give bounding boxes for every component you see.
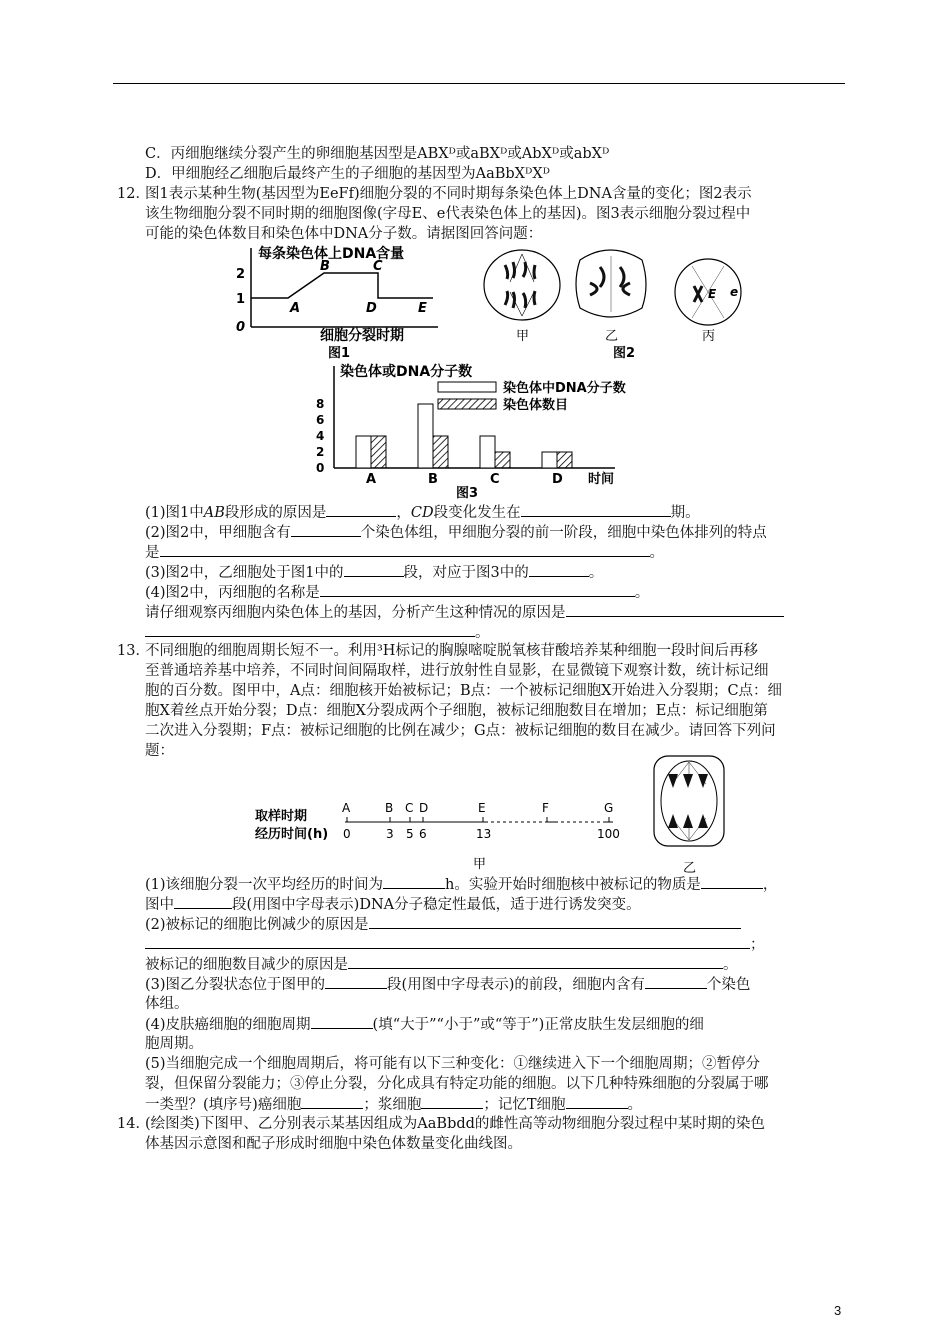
timeline-point-f: F xyxy=(542,801,549,815)
q13-sub5-line2: 裂，但保留分裂能力；③停止分裂，分化成具有特定功能的细胞。以下几种特殊细胞的分裂属于哪 xyxy=(145,1076,769,1092)
cell-jia xyxy=(484,250,560,320)
q14-stem-line1: (绘图类)下图甲、乙分别表示某基因组成为AaBbdd的雌性高等动物细胞分裂过程中某时期的染色 xyxy=(145,1116,765,1132)
q13-sub2-cont: ； xyxy=(145,934,765,955)
q13-sub5-line3: 一类型？(填序号)癌细胞 ；浆细胞 ；记忆T细胞 。 xyxy=(145,1094,642,1115)
option-c: C．丙细胞继续分裂产生的卵细胞基因型是ABXᴰ或aBXᴰ或AbXᴰ或abXᴰ xyxy=(145,146,610,162)
q12-blank-ab-reason[interactable] xyxy=(326,502,396,517)
fig1-point-c: C xyxy=(373,259,383,274)
timeline-ticks xyxy=(347,817,609,822)
q13-stem-line6: 题： xyxy=(145,743,174,759)
q12-blank-reason-cont[interactable] xyxy=(145,622,475,637)
timeline-row1-label: 取样时期 xyxy=(255,809,308,824)
timeline-point-d: D xyxy=(419,801,429,815)
fig3-xlabel: 时间 xyxy=(588,472,615,487)
fig3-ytick-0: 0 xyxy=(316,461,325,475)
q13-blank-ratio-reason-cont[interactable] xyxy=(145,934,750,949)
fig1-point-b: B xyxy=(320,259,330,274)
timeline-time-3: 3 xyxy=(386,827,394,841)
fig3-bar-b-chromosome xyxy=(433,436,448,468)
q13-stem-line5: 二次进入分裂期；F点：被标记细胞的比例在减少；G点：被标记细胞的数目在减少。请回答下列问 xyxy=(145,723,776,739)
fig3-ytick-4: 4 xyxy=(316,429,325,443)
q13-stem-line4: 胞X着丝点开始分裂；D点：细胞X分裂成两个子细胞，被标记细胞数目在增加；E点：标记细胞第 xyxy=(145,703,768,719)
q12-stem-line2: 该生物细胞分裂不同时期的细胞图像(字母E、e代表染色体上的基因)。图3表示细胞分裂过程中 xyxy=(145,206,751,222)
cell-yi-chromosomes xyxy=(668,774,708,828)
q12-sub4-reason-cont: 。 xyxy=(145,622,490,643)
fig3-legend-swatch-dna xyxy=(438,382,496,392)
timeline-time-100: 100 xyxy=(597,827,620,841)
fig3-bars xyxy=(356,404,572,468)
cell-bing-gene-e-lower: e xyxy=(730,285,739,299)
fig1-ytick-1: 1 xyxy=(236,292,246,307)
fig1-point-d: D xyxy=(366,301,377,316)
q13-sub1-cont: 图中 段(用图中字母表示)DNA分子稳定性最低，适于进行诱发突变。 xyxy=(145,894,641,915)
q12-blank-chromosome-sets[interactable] xyxy=(291,522,361,537)
cell-jia-label: 甲 xyxy=(516,329,530,344)
timeline-time-13: 13 xyxy=(476,827,492,841)
header-rule xyxy=(113,83,845,84)
figure-2 xyxy=(480,240,760,360)
cell-yi-label: 乙 xyxy=(605,329,619,344)
timeline-point-b: B xyxy=(385,801,394,815)
q13-cell-yi-figure xyxy=(650,754,730,879)
fig1-ytick-2: 2 xyxy=(236,267,246,282)
cell-bing-label: 丙 xyxy=(702,329,716,344)
cell-yi xyxy=(576,250,646,317)
cell-yi-spindle xyxy=(672,762,706,840)
q12-stem-line3: 可能的染色体数目和染色体中DNA分子数。请据图回答问题： xyxy=(145,226,543,242)
q12-blank-fig3-point[interactable] xyxy=(529,562,589,577)
fig1-point-e: E xyxy=(418,301,427,316)
fig3-category-labels xyxy=(366,472,563,487)
q13-timeline-figure xyxy=(255,795,635,875)
q12-sub3: (3)图2中，乙细胞处于图1中的 段，对应于图3中的 。 xyxy=(145,562,603,583)
q13-sub1: (1)该细胞分裂一次平均经历的时间为 h。实验开始时细胞核中被标记的物质是 ， xyxy=(145,874,777,895)
fig1-dna-curve xyxy=(251,273,433,298)
q13-sub4: (4)皮肤癌细胞的细胞周期 (填“大于”“小于”或“等于”)正常皮肤生发层细胞的细 xyxy=(145,1014,704,1035)
q12-blank-arrangement[interactable] xyxy=(160,542,650,557)
timeline-point-e: E xyxy=(478,801,486,815)
q13-blank-cycle-time[interactable] xyxy=(383,874,445,889)
fig3-bar-a-chromosome xyxy=(371,436,386,468)
q13-sub3: (3)图乙分裂状态位于图甲的 段(用图中字母表示)的前段，细胞内含有 个染色 xyxy=(145,974,750,995)
q14-stem-line2: 体基因示意图和配子形成时细胞中染色体数量变化曲线图。 xyxy=(145,1136,522,1152)
q13-blank-memory-t-cell[interactable] xyxy=(566,1094,628,1109)
fig3-ylabel: 染色体或DNA分子数 xyxy=(340,364,473,380)
timeline-time-5: 5 xyxy=(406,827,414,841)
q13-sub2-number: 被标记的细胞数目减少的原因是 。 xyxy=(145,954,738,975)
q13-blank-cancer-cell[interactable] xyxy=(301,1094,363,1109)
q13-blank-ratio-reason[interactable] xyxy=(369,914,741,929)
timeline-point-c: C xyxy=(405,801,414,815)
q13-blank-chromosome-sets[interactable] xyxy=(645,974,707,989)
q13-stem-line1: 不同细胞的细胞周期长短不一。利用³H标记的胸腺嘧啶脱氧核苷酸培养某种细胞一段时间后再移 xyxy=(145,643,758,659)
fig1-point-a: A xyxy=(290,301,301,316)
q12-blank-reason[interactable] xyxy=(566,602,784,617)
timeline-row2-label: 经历时间(h) xyxy=(255,827,329,842)
q13-stem-line3: 胞的百分数。图甲中，A点：细胞核开始被标记；B点：一个被标记细胞X开始进入分裂期；C点：细 xyxy=(145,683,783,699)
q13-blank-segment[interactable] xyxy=(174,894,232,909)
fig2-caption: 图2 xyxy=(613,346,636,360)
cell-bing-gene-e-upper: E xyxy=(708,287,717,301)
q12-sub1: (1)图1中AB段形成的原因是 ，CD段变化发生在 期。 xyxy=(145,502,700,523)
fig3-bar-c-chromosome xyxy=(495,452,510,468)
fig3-bar-b-dna xyxy=(418,404,433,468)
q12-blank-cd-phase[interactable] xyxy=(521,502,671,517)
fig1-xlabel: 细胞分裂时期 xyxy=(320,328,404,344)
timeline-point-g: G xyxy=(604,801,614,815)
fig1-ytick-0: 0 xyxy=(236,320,246,335)
q12-blank-cell-name[interactable] xyxy=(320,582,635,597)
q13-blank-labeled-substance[interactable] xyxy=(701,874,763,889)
fig3-legend-chr: 染色体数目 xyxy=(503,398,569,413)
q12-sub2-cont: 是 。 xyxy=(145,542,664,563)
q13-blank-compare[interactable] xyxy=(311,1014,373,1029)
q13-blank-yi-segment[interactable] xyxy=(325,974,387,989)
fig3-ytick-6: 6 xyxy=(316,413,325,427)
figure-1 xyxy=(228,240,468,360)
q12-stem-line1: 图1表示某种生物(基因型为EeFf)细胞分裂的不同时期每条染色体上DNA含量的变化；图2表示 xyxy=(145,186,752,202)
timeline-caption-jia: 甲 xyxy=(473,857,487,872)
fig3-caption: 图3 xyxy=(456,486,479,501)
fig3-bar-a-dna xyxy=(356,436,371,468)
q13-blank-plasma-cell[interactable] xyxy=(421,1094,483,1109)
fig3-ytick-2: 2 xyxy=(316,445,325,459)
q13-sub3-cont: 体组。 xyxy=(145,996,189,1012)
page-number: 3 xyxy=(834,1303,842,1318)
fig3-category-b: B xyxy=(428,472,438,487)
q13-sub2: (2)被标记的细胞比例减少的原因是 xyxy=(145,914,741,935)
q13-stem-line2: 至普通培养基中培养，不同时间间隔取样，进行放射性自显影，在显微镜下观察计数，统计标记细 xyxy=(145,663,769,679)
fig3-bar-d-dna xyxy=(542,452,557,468)
q12-sub4: (4)图2中，丙细胞的名称是 。 xyxy=(145,582,649,603)
fig3-bar-d-chromosome xyxy=(557,452,572,468)
q12-blank-fig1-segment[interactable] xyxy=(344,562,404,577)
option-d: D．甲细胞经乙细胞后最终产生的子细胞的基因型为AaBbXᴰXᴰ xyxy=(145,166,550,182)
fig3-legend-swatch-chr xyxy=(438,399,496,409)
fig3-category-c: C xyxy=(490,472,500,487)
q13-blank-number-reason[interactable] xyxy=(348,954,723,969)
figure-3 xyxy=(310,362,640,502)
q13-sub5-line1: (5)当细胞完成一个细胞周期后，将可能有以下三种变化：①继续进入下一个细胞周期；②暂停分 xyxy=(145,1056,761,1072)
fig1-ylabel: 每条染色体上DNA含量 xyxy=(258,246,405,262)
fig3-category-a: A xyxy=(366,472,377,487)
timeline-point-a: A xyxy=(342,801,351,815)
q13-number: 13． xyxy=(117,643,150,659)
q13-sub4-cont: 胞周期。 xyxy=(145,1036,203,1052)
cell-yi-caption: 乙 xyxy=(683,861,697,876)
q14-number: 14． xyxy=(117,1116,150,1132)
fig3-ytick-8: 8 xyxy=(316,397,325,411)
timeline-time-0: 0 xyxy=(343,827,351,841)
fig3-category-d: D xyxy=(552,472,563,487)
q12-sub4-reason: 请仔细观察丙细胞内染色体上的基因，分析产生这种情况的原因是 xyxy=(145,602,784,623)
timeline-time-6: 6 xyxy=(419,827,427,841)
fig1-caption: 图1 xyxy=(328,346,351,360)
fig3-legend-dna: 染色体中DNA分子数 xyxy=(503,381,626,396)
q12-number: 12． xyxy=(117,186,150,202)
fig3-bar-c-dna xyxy=(480,436,495,468)
q12-sub2: (2)图2中，甲细胞含有 个染色体组，甲细胞分裂的前一阶段，细胞中染色体排列的特点 xyxy=(145,522,767,543)
